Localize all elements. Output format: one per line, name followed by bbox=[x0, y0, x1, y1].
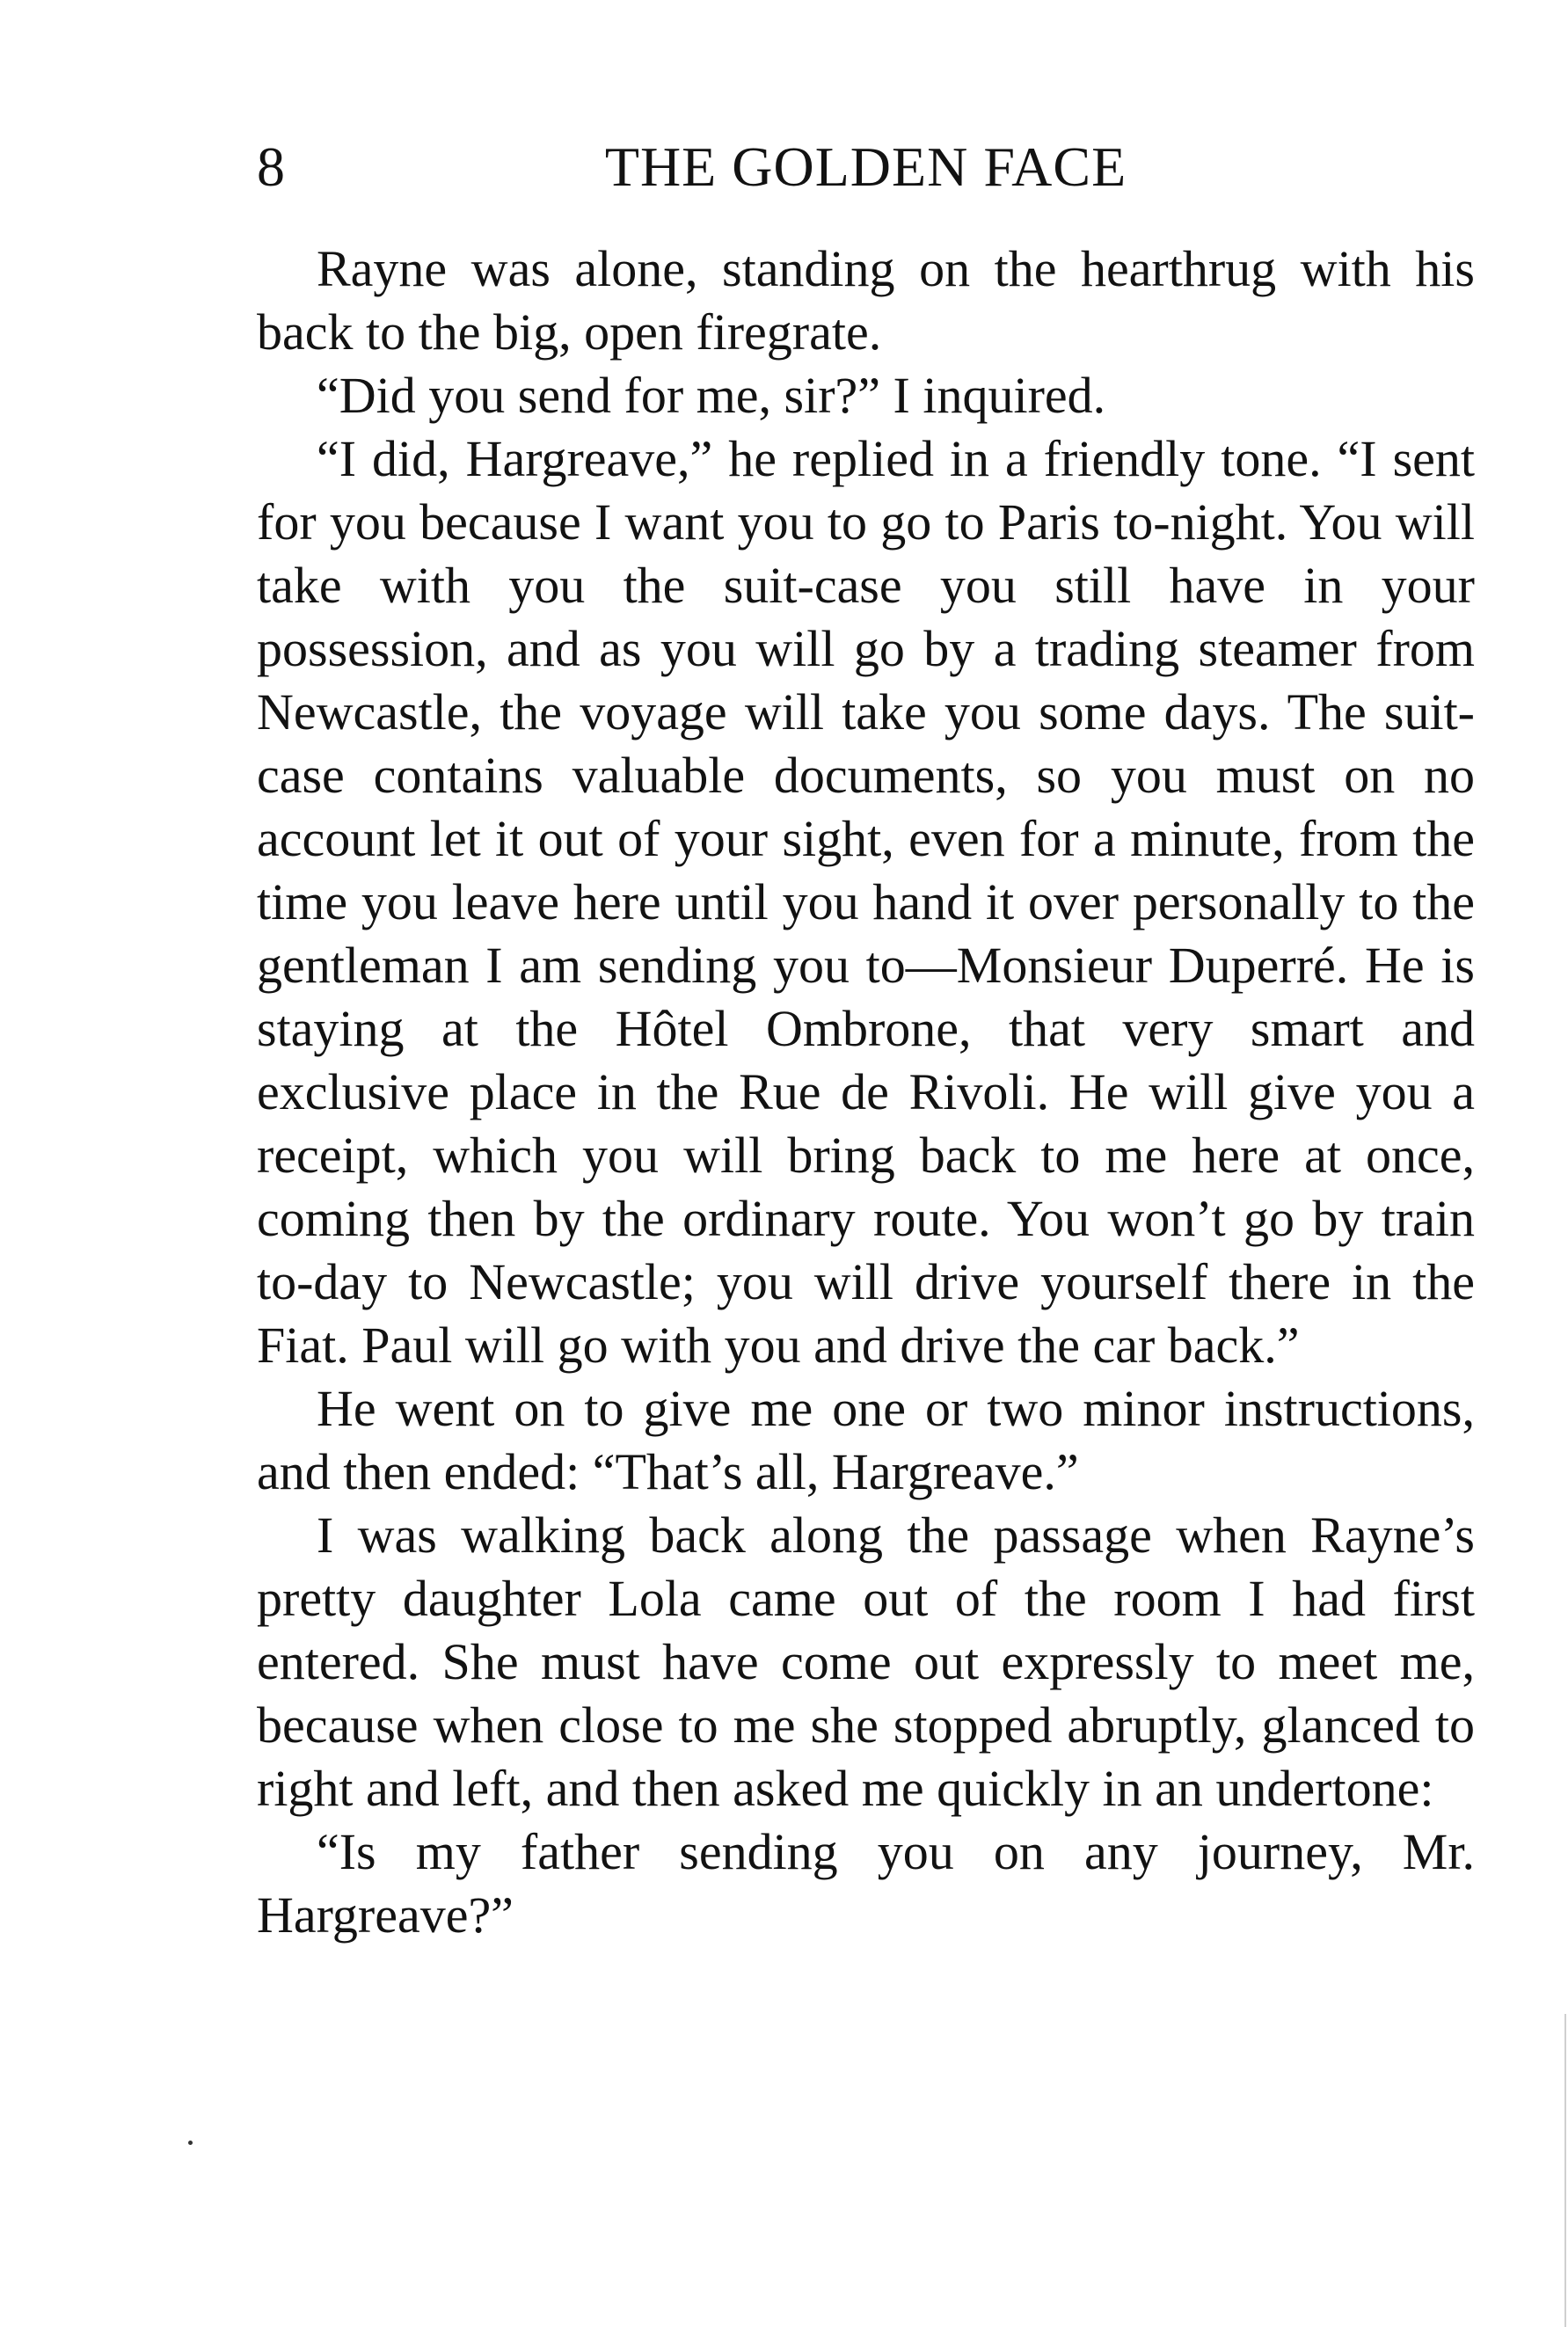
paragraph: “I did, Hargreave,” he replied in a friendly tone. “I sent for you because I want you to go to Paris to-night. You will take with you the suit-case you still have in your possession, and as you will go by a trading steamer from Newcastle, the voyage will take you some days. The suit-case contains valuable documents, so you must on no account let it out of your sight, even for a minute, from the time you leave here until you hand it over personally to the gentleman I am sending you to—Monsieur Duperré. He is staying at the Hôtel Ombrone, that very smart and exclusive place in the Rue de Rivoli. He will give you a receipt, which you will bring back to me here at once, coming then by the ordinary route. You won’t go by train to-day to Newcastle; you will drive yourself there in the Fiat. Paul will go with you and drive the car back.” bbox=[257, 430, 1475, 1374]
paragraph: I was walking back along the passage when Rayne’s pretty daughter Lola came out of the room I had first entered. She must have come out expressly to meet me, because when close to me she stopped abruptly, glanced to right and left, and then asked me quickly in an undertone: bbox=[257, 1506, 1475, 1817]
page-header bbox=[257, 132, 1475, 202]
paragraph: He went on to give me one or two minor instructions, and then ended: “That’s all, Hargreave.” bbox=[257, 1380, 1475, 1500]
paragraph: Rayne was alone, standing on the hearthrug with his back to the big, open firegrate. bbox=[257, 240, 1475, 361]
paragraph: “Did you send for me, sir?” I inquired. bbox=[317, 367, 1106, 424]
paragraph: “Is my father sending you on any journey, Mr. Hargreave?” bbox=[257, 1823, 1475, 1944]
running-title: THE GOLDEN FACE bbox=[604, 135, 1127, 198]
page-edge-line bbox=[1564, 2014, 1566, 2327]
scan-speck bbox=[188, 2141, 193, 2145]
body-text bbox=[257, 237, 1475, 1947]
page-number: 8 bbox=[257, 135, 285, 198]
